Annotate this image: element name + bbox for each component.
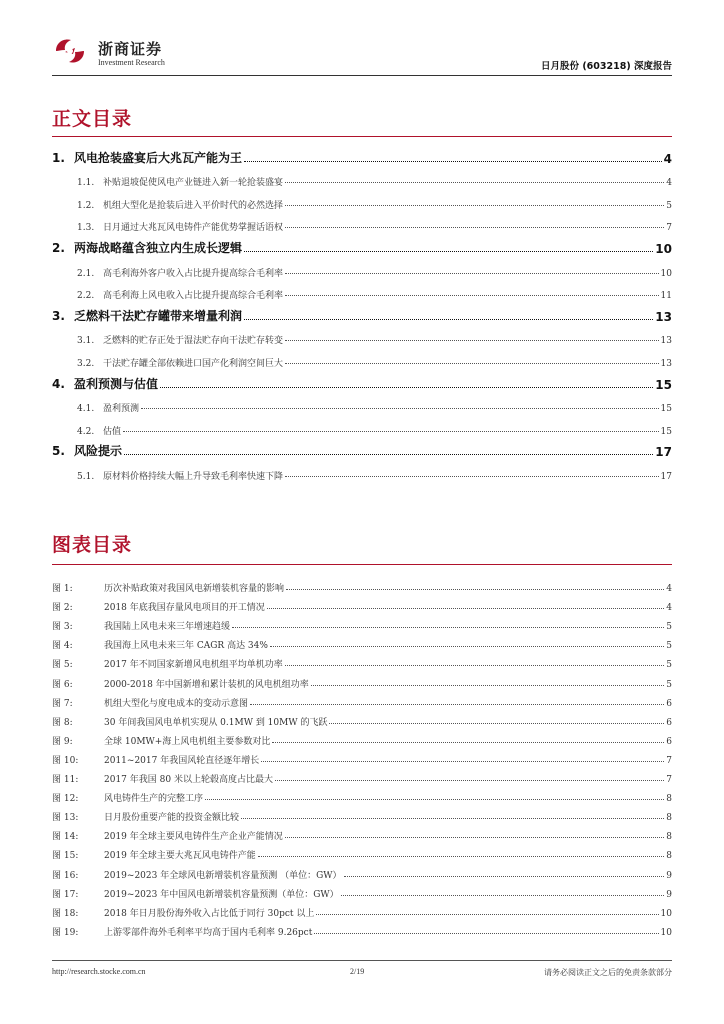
figure-entry-page: 8 bbox=[666, 832, 672, 843]
figure-entry-number: 图 6: bbox=[52, 679, 73, 690]
toc-entry-label bbox=[77, 333, 283, 346]
figure-dot-leader bbox=[275, 780, 664, 781]
toc-entry[interactable] bbox=[52, 256, 672, 279]
page-header bbox=[52, 32, 672, 74]
figure-entry-title: 2018 年底我国存量风电项目的开工情况 bbox=[104, 603, 265, 614]
toc-entry-title: 乏燃料的贮存正处于湿法贮存向干法贮存转变 bbox=[103, 336, 284, 347]
figure-entry-page: 6 bbox=[666, 698, 672, 709]
toc-entry-label bbox=[77, 266, 283, 279]
toc-entry[interactable] bbox=[52, 459, 672, 482]
figure-entry[interactable] bbox=[52, 823, 672, 842]
toc-entry-page: 10 bbox=[655, 241, 672, 256]
toc-entry-label bbox=[52, 375, 158, 392]
toc-entry-title: 风险提示 bbox=[74, 444, 123, 459]
figure-entry-title: 2000-2018 年中国新增和累计装机的风电机组功率 bbox=[104, 679, 309, 690]
figure-entry[interactable] bbox=[52, 613, 672, 632]
toc-entry-page: 13 bbox=[660, 358, 672, 369]
toc-entry-page: 7 bbox=[666, 223, 672, 234]
figure-entry-title: 全球 10MW+海上风电机组主要参数对比 bbox=[104, 736, 271, 747]
figure-entry-number: 图 12: bbox=[52, 794, 79, 805]
figure-entry[interactable] bbox=[52, 881, 672, 900]
figure-entry-page: 5 bbox=[666, 622, 672, 633]
figure-entry-page: 8 bbox=[666, 813, 672, 824]
figure-entry[interactable] bbox=[52, 594, 672, 613]
figure-entry[interactable] bbox=[52, 575, 672, 594]
toc-entry-label bbox=[77, 356, 283, 369]
figure-entry-number: 图 1: bbox=[52, 584, 73, 595]
toc-entry-title: 盈利预测与估值 bbox=[74, 376, 159, 391]
company-logo-icon bbox=[52, 36, 88, 66]
figure-entry-title: 上游零部件海外毛利率平均高于国内毛利率 9.26pct bbox=[104, 927, 313, 938]
toc-entry[interactable] bbox=[52, 437, 672, 460]
figure-entry[interactable] bbox=[52, 670, 672, 689]
figure-entry-number: 图 2: bbox=[52, 603, 73, 614]
toc-dot-leader bbox=[160, 387, 653, 388]
figure-entry-page: 6 bbox=[666, 717, 672, 728]
figure-entry-number: 图 5: bbox=[52, 660, 73, 671]
figure-dot-leader bbox=[286, 589, 664, 590]
figure-entry-page: 10 bbox=[660, 908, 672, 919]
figure-entry-page: 10 bbox=[660, 927, 672, 938]
figure-entry-page: 4 bbox=[666, 603, 672, 614]
figure-entry-number: 图 10: bbox=[52, 755, 79, 766]
figure-entry-page: 5 bbox=[666, 660, 672, 671]
figure-entry-title: 2019 年全球主要大兆瓦风电铸件产能 bbox=[104, 851, 256, 862]
figure-entry-number: 图 15: bbox=[52, 851, 79, 862]
figure-entry[interactable] bbox=[52, 785, 672, 804]
toc-entry-title: 盈利预测 bbox=[103, 404, 140, 415]
toc-dot-leader bbox=[285, 476, 659, 477]
figure-entry-title: 2017 年不同国家新增风电机组平均单机功率 bbox=[104, 660, 283, 671]
figure-dot-leader bbox=[261, 761, 664, 762]
toc-entry-label bbox=[77, 175, 283, 188]
toc-entry[interactable] bbox=[52, 279, 672, 302]
toc-entry-label bbox=[52, 149, 242, 166]
toc-entry-number: 1.3. bbox=[77, 223, 95, 234]
footer-divider bbox=[52, 960, 672, 961]
toc-entry-number: 3.1. bbox=[77, 336, 95, 347]
toc-entry-title: 高毛利海上风电收入占比提升提高综合毛利率 bbox=[103, 291, 284, 302]
toc-entry[interactable] bbox=[52, 233, 672, 256]
toc-entry[interactable] bbox=[52, 143, 672, 166]
figure-entry-title: 机组大型化与度电成本的变动示意图 bbox=[104, 698, 249, 709]
footer-disclaimer: 请务必阅读正文之后的免责条款部分 bbox=[544, 968, 672, 977]
figure-entry-number: 图 8: bbox=[52, 717, 73, 728]
toc-dot-leader bbox=[244, 251, 653, 252]
toc-entry-title: 干法贮存罐全部依赖进口国产化利润空间巨大 bbox=[103, 358, 284, 369]
toc-dot-leader bbox=[123, 431, 659, 432]
toc-entry-page: 13 bbox=[655, 309, 672, 324]
toc-entry-label bbox=[77, 198, 283, 211]
figure-entry-page: 6 bbox=[666, 736, 672, 747]
figure-entry-number: 图 3: bbox=[52, 622, 73, 633]
figure-entry-page: 7 bbox=[666, 755, 672, 766]
figure-entry[interactable] bbox=[52, 766, 672, 785]
toc-entry-number: 5. bbox=[52, 444, 65, 459]
toc-entry-title: 两海战略蕴含独立内生成长逻辑 bbox=[74, 240, 243, 255]
toc-entry-page: 4 bbox=[663, 151, 672, 166]
figure-entry-number: 图 17: bbox=[52, 889, 79, 900]
figure-entry-number: 图 7: bbox=[52, 698, 73, 709]
toc-heading: 正文目录 bbox=[52, 108, 133, 130]
toc-entry-page: 15 bbox=[655, 377, 672, 392]
figure-entry[interactable] bbox=[52, 651, 672, 670]
figure-dot-leader bbox=[329, 723, 664, 724]
toc-entry-label bbox=[77, 424, 121, 437]
figure-entry-number: 图 13: bbox=[52, 813, 79, 824]
toc-entry[interactable] bbox=[52, 414, 672, 437]
toc-entry-title: 补贴退坡促使风电产业链进入新一轮抢装盛宴 bbox=[103, 178, 284, 189]
figure-entry-title: 风电铸件生产的完整工序 bbox=[104, 794, 204, 805]
toc-entry-number: 2. bbox=[52, 240, 65, 255]
toc-entry[interactable] bbox=[52, 324, 672, 347]
figure-entry[interactable] bbox=[52, 900, 672, 919]
figure-entry-title: 2017 年我国 80 米以上轮毂高度占比最大 bbox=[104, 775, 273, 786]
figure-dot-leader bbox=[316, 914, 658, 915]
figure-dot-leader bbox=[205, 799, 664, 800]
brand-name: 浙商证券 bbox=[98, 40, 163, 58]
figures-heading: 图表目录 bbox=[52, 534, 133, 556]
figure-entry-title: 2018 年日月股份海外收入占比低于同行 30pct 以上 bbox=[104, 908, 315, 919]
figures-heading-divider bbox=[52, 564, 672, 565]
figure-entry-number: 图 9: bbox=[52, 736, 73, 747]
toc-entry-number: 1. bbox=[52, 150, 65, 165]
toc-entry-page: 11 bbox=[660, 291, 672, 302]
toc-entry[interactable] bbox=[52, 392, 672, 415]
toc-dot-leader bbox=[285, 340, 659, 341]
figure-entry[interactable] bbox=[52, 842, 672, 861]
toc-dot-leader bbox=[285, 182, 664, 183]
toc-entry-page: 13 bbox=[660, 336, 672, 347]
figure-entry-number: 图 19: bbox=[52, 927, 79, 938]
figure-list bbox=[52, 575, 672, 938]
toc-entry-label bbox=[52, 442, 122, 459]
figure-entry-number: 图 18: bbox=[52, 908, 79, 919]
toc-entry[interactable] bbox=[52, 369, 672, 392]
figure-entry[interactable] bbox=[52, 632, 672, 651]
figure-dot-leader bbox=[241, 818, 664, 819]
figure-entry[interactable] bbox=[52, 728, 672, 747]
figure-entry[interactable] bbox=[52, 690, 672, 709]
figure-entry[interactable] bbox=[52, 747, 672, 766]
toc-dot-leader bbox=[124, 454, 653, 455]
report-title: 日月股份 (603218) 深度报告 bbox=[541, 61, 672, 72]
figure-entry-title: 日月股份重要产能的投资金额比较 bbox=[104, 813, 240, 824]
figure-dot-leader bbox=[267, 608, 664, 609]
toc-entry[interactable] bbox=[52, 301, 672, 324]
toc-entry-page: 10 bbox=[660, 268, 672, 279]
figure-entry[interactable] bbox=[52, 861, 672, 880]
figure-dot-leader bbox=[314, 933, 658, 934]
toc-entry-number: 3.2. bbox=[77, 358, 95, 369]
figure-entry[interactable] bbox=[52, 804, 672, 823]
toc-entry-number: 4. bbox=[52, 376, 65, 391]
toc-entry-number: 1.2. bbox=[77, 200, 95, 211]
toc-entry-number: 1.1. bbox=[77, 178, 95, 189]
figure-entry-number: 图 11: bbox=[52, 775, 79, 786]
toc-dot-leader bbox=[285, 205, 664, 206]
figure-entry-number: 图 16: bbox=[52, 870, 79, 881]
figure-entry-title: 30 年间我国风电单机实现从 0.1MW 到 10MW 的飞跃 bbox=[104, 717, 328, 728]
toc-entry[interactable] bbox=[52, 346, 672, 369]
toc-entry-label bbox=[52, 239, 242, 256]
header-divider bbox=[52, 75, 672, 76]
figure-entry-page: 7 bbox=[666, 775, 672, 786]
brand-name-english: Investment Research bbox=[98, 58, 165, 67]
toc-entry-page: 15 bbox=[660, 426, 672, 437]
toc-entry[interactable] bbox=[52, 166, 672, 189]
toc-entry-number: 5.1. bbox=[77, 471, 95, 482]
toc-entry-label bbox=[77, 401, 139, 414]
figure-entry-page: 5 bbox=[666, 679, 672, 690]
figure-entry[interactable] bbox=[52, 919, 672, 938]
toc-entry-number: 4.2. bbox=[77, 426, 95, 437]
toc-entry-page: 17 bbox=[655, 445, 672, 460]
figure-dot-leader bbox=[272, 742, 664, 743]
figure-entry-title: 历次补贴政策对我国风电新增装机容量的影响 bbox=[104, 584, 285, 595]
figure-dot-leader bbox=[344, 876, 665, 877]
figure-entry-page: 9 bbox=[666, 870, 672, 881]
toc-entry-title: 机组大型化是抢装后进入平价时代的必然选择 bbox=[103, 200, 284, 211]
toc-entry-label bbox=[77, 469, 283, 482]
figure-entry-number: 图 14: bbox=[52, 832, 79, 843]
toc-entry-title: 乏燃料干法贮存罐带来增量利润 bbox=[74, 308, 243, 323]
page-number: 2/19 bbox=[350, 967, 365, 976]
toc-dot-leader bbox=[244, 161, 662, 162]
figure-entry-number: 图 4: bbox=[52, 641, 73, 652]
figure-entry-title: 2019~2023 年中国风电新增装机容量预测（单位：GW） bbox=[104, 889, 339, 900]
toc-entry-title: 估值 bbox=[103, 426, 122, 437]
figure-entry-title: 2011~2017 年我国风轮直径逐年增长 bbox=[104, 755, 260, 766]
toc-dot-leader bbox=[285, 295, 659, 296]
toc-dot-leader bbox=[141, 408, 659, 409]
figure-dot-leader bbox=[250, 704, 664, 705]
figure-dot-leader bbox=[258, 856, 664, 857]
figure-entry-page: 8 bbox=[666, 851, 672, 862]
figure-dot-leader bbox=[311, 685, 665, 686]
toc-dot-leader bbox=[244, 319, 653, 320]
toc-entry-label bbox=[77, 220, 283, 233]
figure-entry-title: 我国海上风电未来三年 CAGR 高达 34% bbox=[104, 641, 268, 652]
toc-entry-page: 4 bbox=[666, 178, 672, 189]
toc-entry[interactable] bbox=[52, 211, 672, 234]
toc-entry-number: 4.1. bbox=[77, 404, 95, 415]
table-of-contents bbox=[52, 143, 672, 482]
figure-dot-leader bbox=[232, 627, 664, 628]
figure-entry-page: 8 bbox=[666, 794, 672, 805]
figure-entry-title: 我国陆上风电未来三年增速趋缓 bbox=[104, 622, 231, 633]
toc-heading-divider bbox=[52, 136, 672, 137]
toc-entry-page: 15 bbox=[660, 404, 672, 415]
figure-dot-leader bbox=[285, 665, 664, 666]
footer-url[interactable]: http://research.stocke.com.cn bbox=[52, 967, 146, 976]
toc-entry-number: 2.1. bbox=[77, 268, 95, 279]
figure-entry-page: 4 bbox=[666, 584, 672, 595]
figure-entry-page: 9 bbox=[666, 889, 672, 900]
figure-dot-leader bbox=[270, 646, 664, 647]
toc-entry-title: 风电抢装盛宴后大兆瓦产能为王 bbox=[74, 150, 243, 165]
figure-entry-title: 2019 年全球主要风电铸件生产企业产能情况 bbox=[104, 832, 283, 843]
toc-dot-leader bbox=[285, 227, 664, 228]
figure-dot-leader bbox=[285, 837, 664, 838]
toc-dot-leader bbox=[285, 363, 659, 364]
toc-entry-number: 2.2. bbox=[77, 291, 95, 302]
toc-entry-title: 高毛利海外客户收入占比提升提高综合毛利率 bbox=[103, 268, 284, 279]
figure-entry[interactable] bbox=[52, 709, 672, 728]
toc-entry-title: 日月通过大兆瓦风电铸件产能优势掌握话语权 bbox=[103, 223, 284, 234]
toc-entry-label bbox=[77, 288, 283, 301]
toc-entry-page: 17 bbox=[660, 471, 672, 482]
toc-entry-number: 3. bbox=[52, 308, 65, 323]
figure-entry-title: 2019~2023 年全球风电新增装机容量预测 （单位：GW） bbox=[104, 870, 342, 881]
toc-entry[interactable] bbox=[52, 188, 672, 211]
figure-dot-leader bbox=[341, 895, 665, 896]
figure-entry-page: 5 bbox=[666, 641, 672, 652]
toc-dot-leader bbox=[285, 273, 659, 274]
toc-entry-page: 5 bbox=[666, 200, 672, 211]
toc-entry-label bbox=[52, 307, 242, 324]
toc-entry-title: 原材料价格持续大幅上升导致毛利率快速下降 bbox=[103, 471, 284, 482]
